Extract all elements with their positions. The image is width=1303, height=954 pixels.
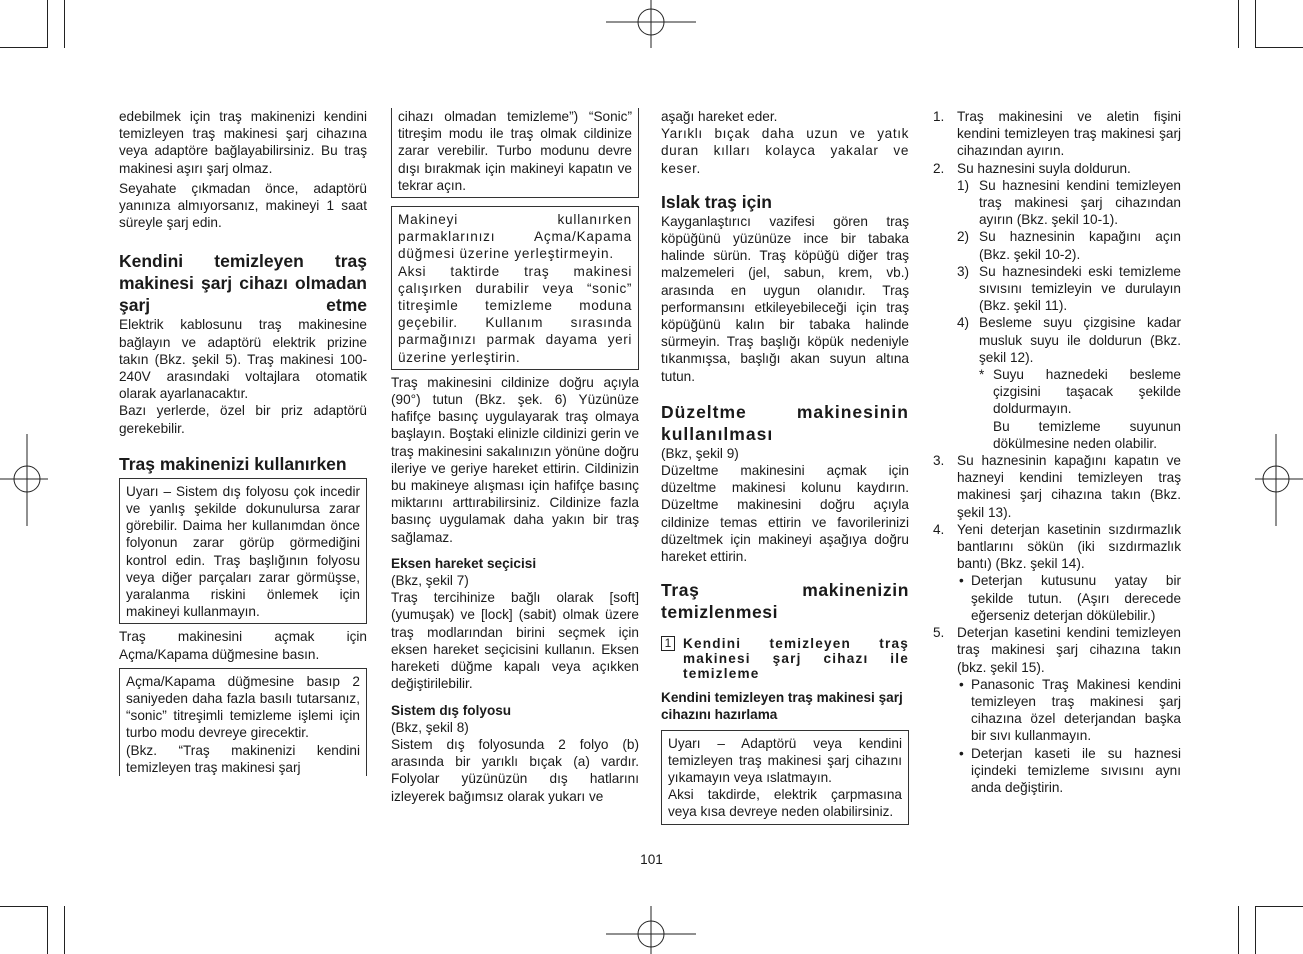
sub-step-number: 4) xyxy=(957,315,970,331)
registration-mark-right xyxy=(1255,430,1303,530)
registration-mark-left xyxy=(0,430,48,530)
numbered-subsection xyxy=(661,636,909,681)
step-number: 4. xyxy=(933,521,945,537)
step-number: 3. xyxy=(933,453,945,469)
subsection-heading: Sistem dış folyosu xyxy=(391,702,512,718)
sub-step-number: 3) xyxy=(957,263,970,279)
section-heading: Traş makinenizi kullanırken xyxy=(119,453,347,474)
registration-mark-bottom xyxy=(600,906,702,954)
note-text: cihazı olmadan temizleme”) “Sonic” titreşim modu ile traş olmak cildinize zarar verebilir. Turbo modunu devre dışı bırakmak için makineyi kapatın ve tekrar açın. xyxy=(398,109,632,193)
sub-step-text: Su haznesinin kapağını açın (Bkz. şekil 10-2). xyxy=(979,229,1181,262)
list-item xyxy=(933,452,1181,521)
step-number: 1. xyxy=(933,109,945,124)
step-text: Deterjan kasetini kendini temizleyen traş makinesi şarj cihazına takın (bkz. şekil 15). xyxy=(957,625,1181,675)
warning-text: Aksi takdirde, elektrik çarpmasına veya kısa devreye neden olabilirsiniz. xyxy=(668,787,902,820)
list-item xyxy=(957,228,1181,262)
bullet-item xyxy=(957,676,1181,745)
note-text: Açma/Kapama düğmesine basıp 2 saniyeden daha fazla basılı tutarsanız, “sonic” titreşimli temizleme işlemi için turbo modu devreye girecektir. xyxy=(126,673,360,741)
paragraph: Sistem dış folyosunda 2 folyo (b) arasında bir yarıklı bıçak (a) vardır. Folyolar yüzünüzün dış hatlarını izleyerek bağımsız olarak yukarı ve xyxy=(391,736,639,804)
paragraph: Elektrik kablosunu traş makinesine bağlayın ve adaptörü elektrik prizine takın (Bkz. şekil 5). Traş makinesi 100-240V arasındaki voltajlara otomatik olarak ayarlanacaktır. xyxy=(119,317,367,402)
paragraph: Traş tercihinize bağlı olarak [soft] (yumuşak) ve [lock] (sabit) olmak üzere traş modlarından birini seçmek için eksen hareket seçicisini kullanın. Eksen hareketi düğme kapalı veya açıkken değiştirilebilir. xyxy=(391,590,639,692)
page-number: 101 xyxy=(640,852,663,867)
section-heading: Islak traş için xyxy=(661,191,772,212)
note-box xyxy=(119,668,367,776)
step-list xyxy=(933,108,1181,796)
step-text: Traş makinesini ve aletin fişini kendini temizleyen traş makinesi şarj cihazından ayırın. xyxy=(957,109,1181,159)
subsection-number: 1 xyxy=(661,636,675,651)
sub-step-text: Su haznesindeki eski temizleme sıvısını temizleyin ve durulayın (Bkz. şekil 11). xyxy=(979,263,1181,314)
step-text: Su haznesinin kapağını kapatın ve hazneyi kendini temizleyen traş makinesi şarj cihazına takın (Bkz. şekil 13). xyxy=(957,453,1181,520)
crop-mark xyxy=(64,0,65,48)
footnote-text: Suyu haznedeki besleme çizgisini taşacak şekilde doldurmayın. xyxy=(993,367,1181,417)
subsection-heading: Kendini temizleyen traş makinesi şarj cihazını hazırlama xyxy=(661,690,903,723)
bullet-text: Deterjan kutusunu yatay bir şekilde tutun. (Aşırı derecede eğerseniz deterjan dökülebilir.) xyxy=(971,573,1181,623)
list-item xyxy=(933,108,1181,160)
list-item xyxy=(957,263,1181,315)
section-heading: Traş makinenizin temizlenmesi xyxy=(661,580,909,623)
footnote xyxy=(979,366,1181,452)
figure-reference: (Bkz, şekil 9) xyxy=(661,445,739,461)
step-number: 5. xyxy=(933,625,945,641)
step-text: Yeni deterjan kasetinin sızdırmazlık bantlarını sökün (iki sızdırmazlık bantı) (Bkz. şekil 14). xyxy=(957,521,1181,572)
crop-mark xyxy=(0,47,47,48)
figure-reference: (Bkz, şekil 7) xyxy=(391,573,469,589)
step-number: 2. xyxy=(933,160,945,176)
section-heading: Kendini temizleyen traş makinesi şarj cihazı olmadan şarj etme xyxy=(119,251,367,316)
note-text: (Bkz. “Traş makinenizi kendini temizleyen traş makinesi şarj xyxy=(126,742,360,775)
bullet-item xyxy=(957,572,1181,624)
column-3 xyxy=(661,108,909,829)
paragraph: aşağı hareket eder. xyxy=(661,109,778,124)
asterisk-mark: * xyxy=(979,367,985,383)
warning-box xyxy=(661,730,909,825)
crop-mark xyxy=(1256,906,1303,907)
bullet-mark: • xyxy=(959,573,964,589)
paragraph: Bazı yerlerde, özel bir priz adaptörü gerekebilir. xyxy=(119,403,367,436)
list-item xyxy=(957,177,1181,229)
sub-step-list xyxy=(957,177,1181,452)
bullet-mark: • xyxy=(959,745,964,761)
subsection-title: Kendini temizleyen traş makinesi şarj cihazı ile temizleme xyxy=(683,636,909,682)
paragraph: Traş makinesini cildinize doğru açıyla (90°) tutun (Bkz. şek. 6) Yüzünüze hafifçe basınç uygulayarak traş olmaya başlayın. Boştaki elinizle cildinizi gerin ve traş makinesini sakalınızın yönüne doğru ileriye ve geriye hareket ettirin. Cildinizin bu makineye alışması için hafifçe basınç miktarını arttırabilirsiniz. Cildinize fazla basınç uygulamak daha yakın bir traş sağlamaz. xyxy=(391,374,639,545)
crop-mark xyxy=(47,906,48,954)
crop-mark xyxy=(64,906,65,954)
crop-mark xyxy=(1255,906,1256,954)
crop-mark xyxy=(1256,47,1303,48)
paragraph: Kayganlaştırıcı vazifesi gören traş köpüğünü yüzünüze ince bir tabaka halinde sürün. Traş köpüğü diğer traş malzemeleri (jel, sabun, krem, vb.) arasında en uygun olanıdır. Traş performansını etkileyebileceği için traş köpüğünü kalın bir tabaka halinde sürmeyin. Traş başlığı köpük nedeniyle tıkanmışsa, başlığı akan suyun altına tutun. xyxy=(661,213,909,384)
bullet-mark: • xyxy=(959,676,964,692)
column-4 xyxy=(933,108,1181,796)
crop-mark xyxy=(1255,0,1256,48)
subsection-heading: Eksen hareket seçicisi xyxy=(391,555,537,571)
warning-box xyxy=(119,478,367,625)
list-item xyxy=(933,160,1181,452)
paragraph: Düzeltme makinesini açmak için düzeltme makinesi kolunu kaydırın. Düzeltme makinesini doğru açıyla cildinize temas ettirin ve favorilerinizi düzeltmek için makineyi aşağıya doğru hareket ettirin. xyxy=(661,463,909,565)
paragraph: Seyahate çıkmadan önce, adaptörü yanınıza almıyorsanız, makineyi 1 saat süreyle şarj edin. xyxy=(119,180,367,231)
bullet-text: Panasonic Traş Makinesi kendini temizleyen traş makinesi şarj cihazına özel deterjandan başka bir sıvı kullanmayın. xyxy=(971,676,1181,744)
section-heading: Düzeltme makinesinin kullanılması xyxy=(661,401,909,444)
paragraph: edebilmek için traş makinenizi kendini temizleyen traş makinesi şarj cihazına veya adaptöre bağlayabilirsiniz. Bu traş makinesi aşırı şarj olmaz. xyxy=(119,109,367,176)
registration-mark-top xyxy=(600,0,702,48)
column-2 xyxy=(391,108,639,805)
paragraph: Traş makinesini açmak için Açma/Kapama düğmesine basın. xyxy=(119,629,367,662)
sub-step-number: 1) xyxy=(957,177,970,193)
note-text: Makineyi kullanırken parmaklarınızı Açma/Kapama düğmesi üzerine yerleştirmeyin. xyxy=(398,212,632,262)
note-text: Aksi taktirde traş makinesi çalışırken durabilir veya “sonic” titreşimle temizleme moduna geçebilir. Kullanım sırasında parmağınızı parmak dayama yeri üzerine yerleştirin. xyxy=(398,263,632,365)
list-item xyxy=(957,314,1181,452)
warning-text: Uyarı – Sistem dış folyosu çok incedir ve yanlış şekilde dokunulursa zarar görebilir. Daima her kullanımdan önce folyonun zarar görüp görmediğini kontrol edin. Traş başlığının folyosu veya diğer parçaları zarar görmüşse, yaralanma riskini önlemek için makineyi kullanmayın. xyxy=(126,483,360,620)
paragraph: Yarıklı bıçak daha uzun ve yatık duran kılları kolayca yakalar ve keser. xyxy=(661,126,909,176)
note-box-continued xyxy=(391,108,639,198)
crop-mark xyxy=(1238,906,1239,954)
bullet-item xyxy=(957,745,1181,797)
crop-mark xyxy=(1238,0,1239,48)
sub-step-text: Besleme suyu çizgisine kadar musluk suyu ile doldurun (Bkz. şekil 12). xyxy=(979,315,1181,365)
crop-mark xyxy=(47,0,48,48)
footnote-text: Bu temizleme suyunun dökülmesine neden olabilir. xyxy=(993,418,1181,451)
sub-step-number: 2) xyxy=(957,229,970,245)
crop-mark xyxy=(0,906,47,907)
column-1 xyxy=(119,108,367,776)
warning-text: Uyarı – Adaptörü veya kendini temizleyen traş makinesi şarj cihazını yıkamayın veya ıslatmayın. xyxy=(668,735,902,786)
sub-step-text: Su haznesini kendini temizleyen traş makinesi şarj cihazından ayırın (Bkz. şekil 10-1). xyxy=(979,177,1181,228)
list-item xyxy=(933,521,1181,624)
bullet-text: Deterjan kaseti ile su haznesi içindeki temizleme sıvısını aynı anda değiştirin. xyxy=(971,745,1181,795)
note-box xyxy=(391,206,639,370)
figure-reference: (Bkz, şekil 8) xyxy=(391,719,469,735)
list-item xyxy=(933,624,1181,796)
step-text: Su haznesini suyla doldurun. xyxy=(957,160,1131,176)
